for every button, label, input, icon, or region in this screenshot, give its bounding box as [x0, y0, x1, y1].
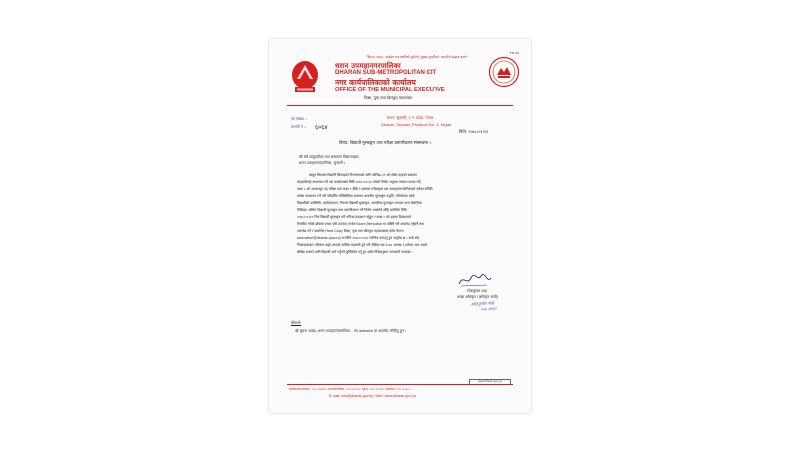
- municipality-seal-icon: [488, 56, 520, 88]
- address-np: धरान, सुनसरी, १ नं. प्रदेश, नेपाल: [387, 115, 434, 120]
- address-en: Dharan, Sunsari, Province No. 1, Nepal: [381, 122, 452, 127]
- recipient-line-2: धरान उपमहानगरपालिका, सुनसरी ।: [299, 161, 346, 165]
- header-divider: [287, 105, 513, 106]
- office-name-en: OFFICE OF THE MUNICIPAL EXECU'IVE: [335, 87, 445, 93]
- section-name: शिक्षा, युवा तथा खेलकुद महाशाखा: [364, 95, 412, 100]
- footer-divider: [287, 384, 513, 385]
- signatory-name: रमेशकुमार शाह: [467, 289, 487, 293]
- signature-stamp: रमेशकुमार शाह: [470, 300, 495, 307]
- footer-web-box: www.dharan.gov.np: [469, 379, 511, 385]
- cc-label: बोधार्थ:: [291, 320, 302, 325]
- footer-contacts: कार्यालयको हटलाइन: ०२५-५२०७०७, नगरकार्यपालिका: ०२५-५२००५५, सूचना: ०२५-५२००६६, कार्यालय: ०२५-५२०३८८: [289, 387, 411, 391]
- chalani-label: चलानी नं :-: [291, 125, 307, 129]
- recipient-line-1: श्री सबै सामुदायिक तथा संस्थागत विद्यालयहरू,: [299, 155, 360, 159]
- body-line: education@dharan.gov.np मा मिति २०७८।०१।३० गतेभित्र पठाउनु हुन अनुरोध छ । साथै सबै: [297, 236, 419, 240]
- signature-mark: [457, 272, 493, 288]
- body-line: कक्षा ८ को आधारभूत तह परीक्षा तथा कक्षा १ देखि ९ सम्मका परीक्षाहरू यस उपमहानगरपालिकाको परीक्षा समिति: [297, 187, 433, 191]
- form-number: FN 30: [510, 51, 519, 55]
- patra-sankhya-label: पत्र संख्या :-: [291, 117, 308, 121]
- body-line: २०७८।०१।२१ भित्र विद्यार्थी मूल्याङ्कन गरी नतिजा प्रकाशन गर्नुहुन र कक्षा ८ को हकमा विद्यालयले: [297, 215, 411, 219]
- body-line: विधिबाट अन्तिम विद्यार्थी मूल्याङ्कन तथा प्रमाणीकरण गर्ने निर्णय भएकोले सोहि बमोजिम मिति: [297, 208, 407, 212]
- nepal-emblem-icon: [289, 57, 321, 97]
- body-line: मार्फत सञ्चालन गर्ने गरी परिवर्तित परिस्थितिमा समयमा आधारित मूल्याङ्कन पद्धति, परियोजना कार्य,: [297, 194, 416, 198]
- letter-date: मिति: २०७८।०१।१३: [459, 129, 489, 134]
- body-line: विद्यार्थीको उपस्थिति, कार्यसम्पादन, निरन्तर विद्यार्थी मूल्याङ्कन, आन्तरिक मूल्याङ्कन लगायत अन्य वैकल्पिक: [297, 201, 422, 205]
- letter-subject: विषय: विद्यार्थी मूल्याङ्कन तथा परीक्षा प्रमाणीकरण सम्बन्धमा ।: [339, 140, 431, 145]
- body-line: प्रस्तुत विषयमा विद्यार्थी सिकाइको निरन्तरताको लागि कोभिड–१९ को दोस्रो लहरको संक्रमण: [309, 173, 417, 177]
- signatory-title: शाखा अधिकृत (अधिकृत सातौं): [457, 295, 499, 299]
- body-line: महामारीलाई मध्यनजर गर्दै यस कार्यालयको मिति २०७८।०१।१३ गतेको निर्णय अनुसार तत्काल प्रभाव गरी,: [297, 180, 422, 184]
- office-name-np: नगर कार्यपालिकाको कार्यालय: [335, 78, 416, 87]
- municipality-name-np: धरान उपमहानगरपालिका: [335, 62, 401, 70]
- body-line: शैक्षिक सत्रको लागि विद्यार्थी भर्ना गर्नुपर्ने सुनिश्चित गर्नु हुन समेत निर्देशानुसार जानकारी गराइन्छ ।: [297, 250, 413, 254]
- letterhead-slogan: "हिम्ला, पहाड, तराईका सब बासीको सुनौलो, सुखद सुन्दरीको, आपसैले सद्भाव धरान": [366, 55, 468, 59]
- municipality-name-en: DHARAN SUB-METROPOLITAN CIT: [335, 70, 437, 76]
- letter-page: [269, 39, 531, 413]
- body-line: निर्धारित गरेको ढाँचामा तयार पारी IEMIS मार्फत Exam Template मा प्रविष्टि गरी अपलोड गर्नुपर्ने तथा: [297, 222, 425, 226]
- chalani-number: ६०६४: [315, 124, 328, 131]
- cc-line: श्री सूचना शाखा, धरान उपमहानगरपालिका - पत्र website मा अपलोड गरिदिनु हुन ।: [295, 329, 407, 333]
- body-line: अपलोड गर्ने र प्रमाणित Hard Copy शिक्षा, युवा तथा खेलकुद महाशाखामा इमेल ठेगाना: [297, 229, 404, 233]
- footer-email-web: E-mail: info@dharan.gov.np, Web: www.dharan.gov.np: [329, 394, 416, 398]
- signature-stamp-title: शाखा अधिकृत: [480, 306, 498, 312]
- body-line: निकायहरूबाट परिणाम बढ्दै आएको कोभिड महामारी हुने गरी शैक्षिक सत्र २०७८ आषाढ १ गतेबाट मात्र आउने: [297, 243, 428, 247]
